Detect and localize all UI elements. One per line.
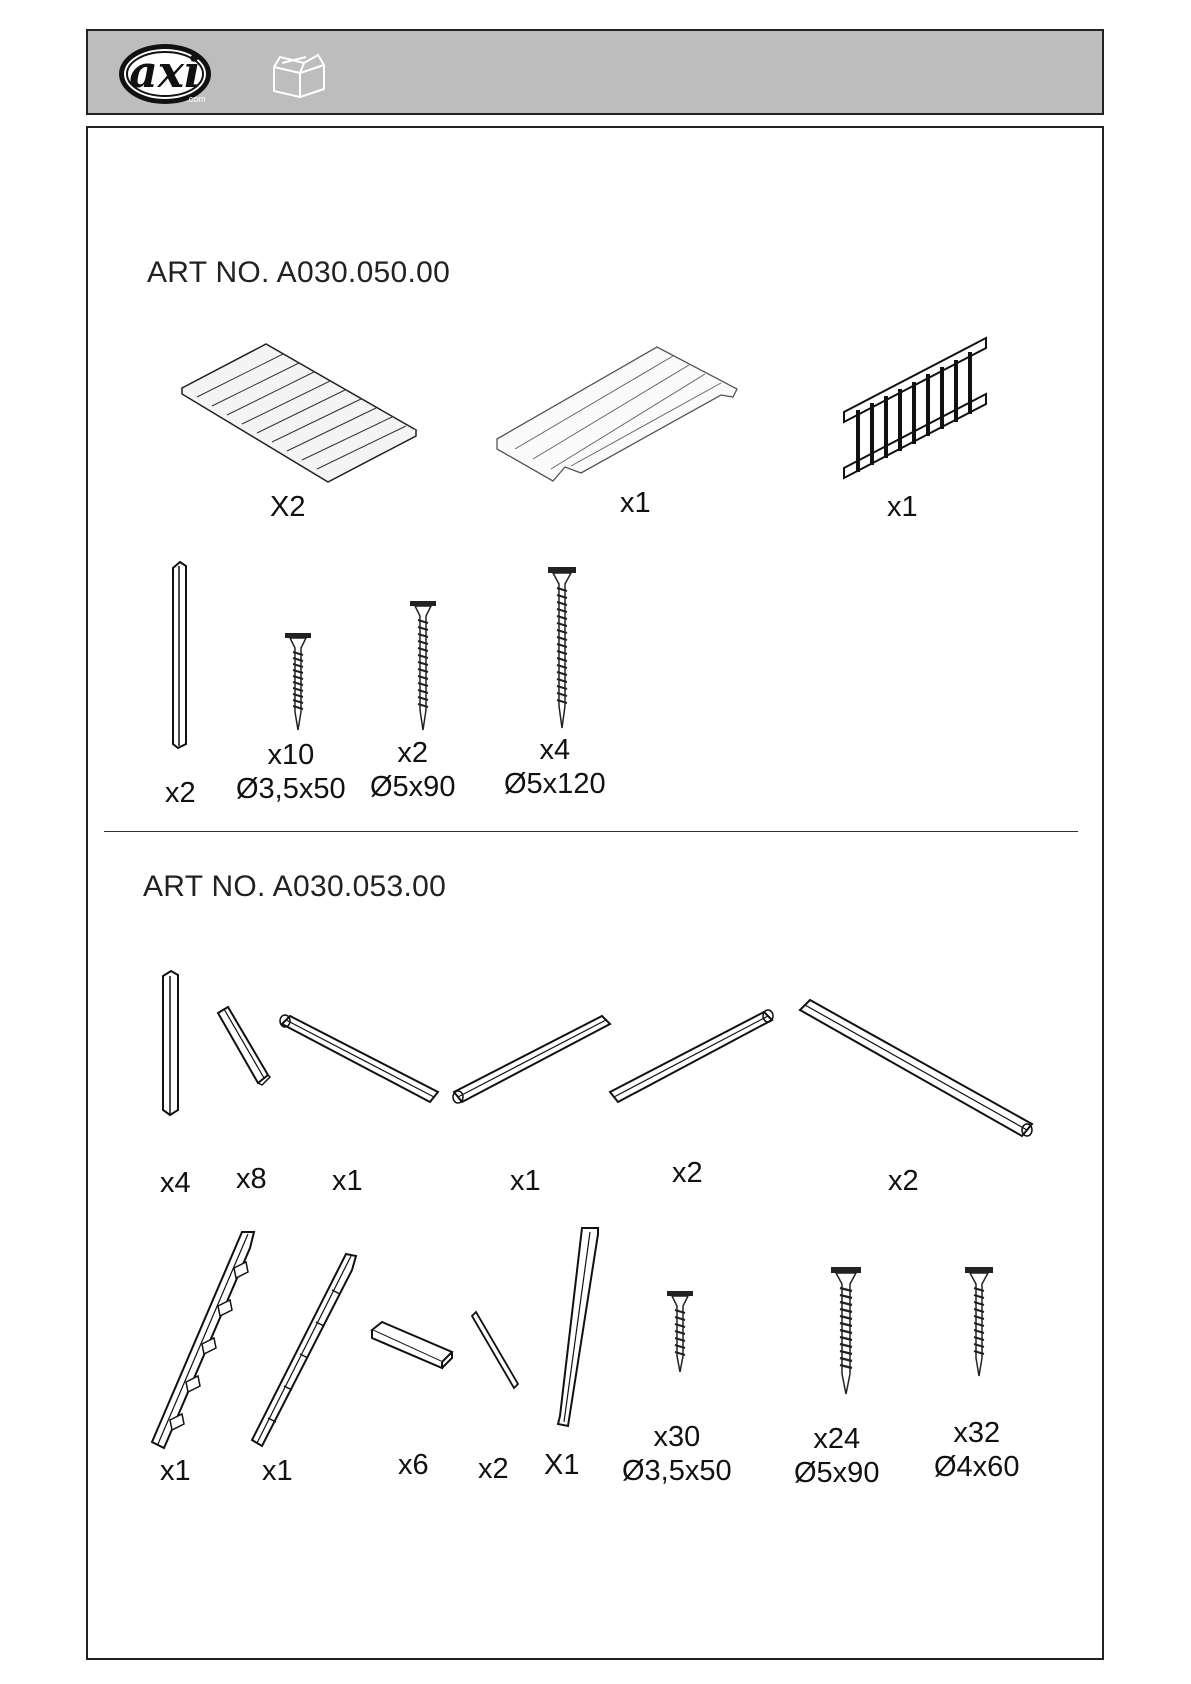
qty-label: x1	[160, 1455, 191, 1487]
screw-icon	[830, 1266, 862, 1396]
qty-text: x32	[953, 1417, 1001, 1449]
floor-panel-icon	[180, 340, 420, 480]
spec-text: Ø5x120	[504, 768, 606, 800]
qty-label: x1	[620, 487, 651, 519]
box-icon	[270, 51, 328, 99]
railing-icon	[840, 328, 990, 488]
screw-icon	[284, 632, 312, 732]
floor-panel-cutout-icon	[495, 345, 740, 485]
post-icon	[170, 560, 190, 750]
qty-label: x1	[510, 1165, 541, 1197]
qty-label: x2	[478, 1453, 509, 1485]
qty-label: x1	[332, 1165, 363, 1197]
qty-label: x2	[165, 777, 196, 809]
qty-text: x24	[813, 1423, 861, 1455]
svg-text:.com: .com	[186, 94, 206, 104]
long-beam-icon	[798, 998, 1034, 1138]
beam-icon	[608, 1008, 774, 1106]
screw-icon	[547, 566, 577, 730]
qty-text: x4	[539, 734, 571, 766]
spec-text: Ø5x90	[370, 771, 456, 803]
page-header	[86, 29, 1104, 115]
ladder-rail-icon	[250, 1250, 360, 1448]
beam-icon	[280, 1012, 440, 1106]
spec-text: Ø4x60	[934, 1451, 1020, 1483]
qty-label: x2	[672, 1157, 703, 1189]
screw-spec-label	[236, 738, 346, 806]
screw-spec-label	[622, 1420, 732, 1488]
rod-icon	[470, 1310, 520, 1390]
art-number-1: ART NO. A030.050.00	[147, 256, 451, 289]
short-beam-icon	[216, 1005, 272, 1087]
qty-label: x4	[160, 1167, 191, 1199]
art-number-2: ART NO. A030.053.00	[143, 870, 447, 903]
rung-icon	[370, 1318, 454, 1370]
screw-spec-label	[794, 1422, 879, 1490]
spec-text: Ø3,5x50	[236, 773, 346, 805]
screw-icon	[409, 600, 437, 732]
qty-label: X2	[270, 491, 306, 523]
qty-text: x10	[267, 739, 315, 771]
qty-text: x30	[653, 1421, 701, 1453]
section-divider	[104, 831, 1078, 832]
svg-text:axi: axi	[129, 47, 201, 98]
qty-label: x1	[262, 1455, 293, 1487]
board-icon	[556, 1226, 602, 1428]
qty-label: x8	[236, 1163, 267, 1195]
screw-icon	[964, 1266, 994, 1378]
qty-text: x2	[397, 737, 429, 769]
spec-text: Ø5x90	[794, 1457, 880, 1489]
qty-label: X1	[544, 1449, 580, 1481]
axi-logo	[116, 41, 214, 107]
screw-spec-label	[370, 736, 455, 804]
screw-spec-label	[504, 733, 606, 801]
screw-spec-label	[934, 1416, 1019, 1484]
qty-label: x1	[887, 491, 918, 523]
ladder-rail-icon	[150, 1228, 260, 1450]
screw-icon	[666, 1290, 694, 1374]
beam-icon	[452, 1012, 612, 1106]
qty-label: x6	[398, 1449, 429, 1481]
post-icon	[160, 970, 182, 1116]
spec-text: Ø3,5x50	[622, 1455, 732, 1487]
qty-label: x2	[888, 1165, 919, 1197]
